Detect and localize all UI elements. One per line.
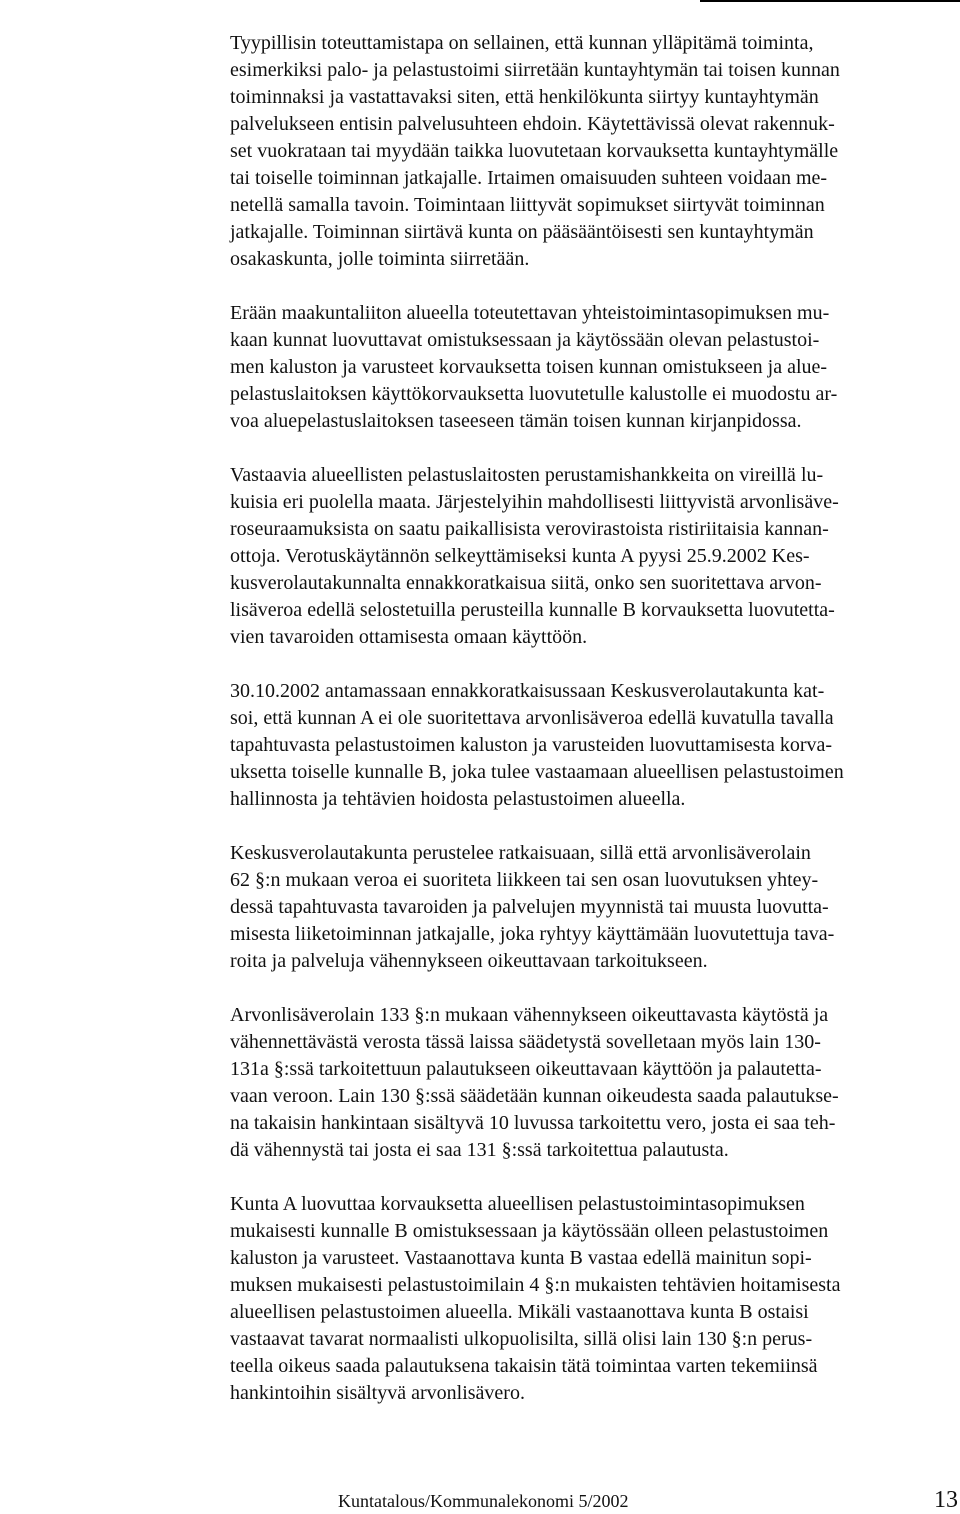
paragraph: Keskusverolautakunta perustelee ratkaisuaan, sillä että arvonlisäverolain 62 §:n mukaan veroa ei suoriteta liikkeen tai sen osan luovutuksen yhtey- dessä tapahtuvasta tavaroiden ja palvelujen myynnistä tai muusta luovutta- misesta liiketoiminnan jatkajalle, joka ryhtyy käyttämään luovutettuja tava- roita ja palveluja vähennykseen oikeuttavaan tarkoitukseen. (230, 842, 835, 972)
paragraph: Erään maakuntaliiton alueella toteutettavan yhteistoimintasopimuksen mu- kaan kunnat luovuttavat omistuksessaan ja käytössään olevan pelastustoi- men kaluston ja varusteet korvauksetta toisen kunnan omistukseen ja alue- pelastuslaitoksen käyttökorvauksetta luovutetulle kalustolle ei muodostu ar- voa aluepelastuslaitoksen taseeseen tämän toisen kunnan kirjanpidossa. (230, 302, 838, 432)
paragraph: 30.10.2002 antamassaan ennakkoratkaisussaan Keskusverolautakunta kat- soi, että kunnan A ei ole suoritettava arvonlisäveroa edellä kuvatulla tavalla tapahtuvasta pelastustoimen kaluston ja varusteiden luovuttamisesta korva- uksetta toiselle kunnalle B, joka tulee vastaamaan alueellisen pelastustoimen hallinnosta ja tehtävien hoidosta pelastustoimen alueella. (230, 680, 844, 810)
page-footer (230, 1487, 958, 1514)
top-divider-line (700, 0, 960, 2)
document-body (230, 30, 958, 1434)
footer-publication-title: Kuntatalous/Kommunalekonomi 5/2002 (338, 1491, 629, 1511)
paragraph: Tyypillisin toteuttamistapa on sellainen, että kunnan ylläpitämä toiminta, esimerkiksi palo- ja pelastustoimi siirretään kuntayhtymän tai toisen kunnan toiminnaksi ja vastattavaksi siten, että henkilökunta siirtyy kuntayhtymän palvelukseen entisin palvelusuhteen ehdoin. Käytettävissä olevat rakennuk- set vuokrataan tai myydään taikka luovutetaan korvauksetta kuntayhtymälle tai toiselle toiminnan jatkajalle. Irtaimen omaisuuden suhteen voidaan me- netellä samalla tavoin. Toimintaan liittyvät sopimukset siirtyvät toiminnan jatkajalle. Toiminnan siirtävä kunta on pääsääntöisesti sen kuntayhtymän osakaskunta, jolle toiminta siirretään. (230, 32, 840, 270)
page-number: 13 (934, 1487, 958, 1513)
paragraph: Kunta A luovuttaa korvauksetta alueellisen pelastustoimintasopimuksen mukaisesti kunnalle B omistuksessaan ja käytössään olleen pelastustoimen kaluston ja varusteet. Vastaanottava kunta B vastaa edellä mainitun sopi- muksen mukaisesti pelastustoimilain 4 §:n mukaisten tehtävien hoitamisesta alueellisen pelastustoimen alueella. Mikäli vastaanottava kunta B ostaisi vastaavat tavarat normaalisti ulkopuolisilta, sillä olisi lain 130 §:n perus- teella oikeus saada palautuksena takaisin tätä toimintaa varten tekemiinsä hankintoihin sisältyvä arvonlisävero. (230, 1193, 841, 1404)
paragraph: Vastaavia alueellisten pelastuslaitosten perustamishankkeita on vireillä lu- kuisia eri puolella maata. Järjestelyihin mahdollisesti liittyvistä arvonlisäve- roseuraamuksista on saatu paikallisista verovirastoista ristiriitaisia kannan- ottoja. Verotuskäytännön selkeyttämiseksi kunta A pyysi 25.9.2002 Kes- kusverolautakunnalta ennakkoratkaisua siitä, onko sen suoritettava arvon- lisäveroa edellä selostetuilla perusteilla kunnalle B korvauksetta luovutetta- vien tavaroiden ottamisesta omaan käyttöön. (230, 464, 839, 648)
paragraph: Arvonlisäverolain 133 §:n mukaan vähennykseen oikeuttavasta käytöstä ja vähennettävästä verosta tässä laissa säädetystä sovelletaan myös lain 130- 131a §:ssä tarkoitettuun palautukseen oikeuttavaan käyttöön ja palautetta- vaan veroon. Lain 130 §:ssä säädetään kunnan oikeudesta saada palautukse- na takaisin hankintaan sisältyvä 10 luvussa tarkoitettu vero, josta ei saa teh- dä vähennystä tai josta ei saa 131 §:ssä tarkoitettua palautusta. (230, 1004, 839, 1161)
